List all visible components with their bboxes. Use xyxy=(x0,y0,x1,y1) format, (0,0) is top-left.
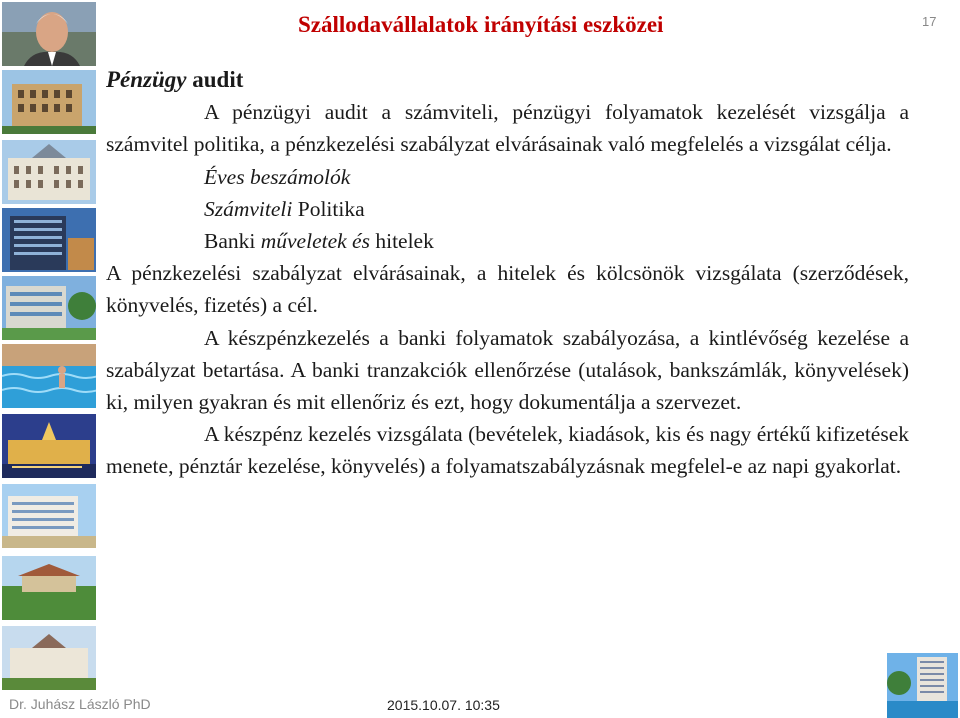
swimming-pool-image xyxy=(2,344,96,408)
slide-title: Szállodavállalatok irányítási eszközei xyxy=(298,12,664,37)
paragraph-cash-management-rules: A pénzkezelési szabályzat elvárásainak, a hitelek és kölcsönök vizsgálata (szerződések, könyvelés, fizetés) a cél. xyxy=(106,261,909,318)
item-end-part: hitelek xyxy=(369,229,434,254)
paragraph-cash-handling: A készpénzkezelés a banki folyamatok szabályozása, a kintlévőség kezelése a szabályzat betartása. A banki tranzakciók ellenőrzése (utalások, bankszámlák, könyvelések) ki, milyen gyakran és mit ellenőriz és ezt, hogy dokumentálja a szervezet. xyxy=(106,325,909,415)
list-item-annual-reports: Éves beszámolók xyxy=(204,164,351,189)
heading-rest-part: audit xyxy=(186,67,244,92)
item-start-part: Banki xyxy=(204,229,261,254)
item-italic-part: műveletek és xyxy=(260,229,370,254)
list-item-accounting-policy xyxy=(106,193,909,225)
sidebar-photo-strip xyxy=(2,0,96,700)
resort-hotel-image xyxy=(2,276,96,340)
footer-author: Dr. Juhász László PhD xyxy=(9,696,151,712)
palace-hotel-image xyxy=(2,140,96,204)
paragraph-cash-review: A készpénz kezelés vizsgálata (bevételek, kiadások, kis és nagy értékű kifizetések menete, pénztár kezelése, könyvelés) a folyamatszabályzásnak megfelel-e az napi gyakorlat. xyxy=(106,422,909,479)
footer-datetime: 2015.10.07. 10:35 xyxy=(387,697,500,713)
modern-hotel-image xyxy=(2,208,96,272)
seaside-hotel-image xyxy=(887,653,958,718)
item-italic-part: Számviteli xyxy=(204,196,293,221)
list-item-bank-operations xyxy=(106,225,909,257)
hotel-building-image xyxy=(2,70,96,134)
parliament-night-image xyxy=(2,414,96,478)
page-number: 17 xyxy=(922,14,937,29)
slide-content xyxy=(106,64,909,483)
country-estate-image xyxy=(2,556,96,620)
section-heading xyxy=(106,64,909,96)
heading-italic-part: Pénzügy xyxy=(106,67,187,92)
manor-house-image xyxy=(2,626,96,690)
item-rest-part: Politika xyxy=(292,196,365,221)
beach-hotel-image xyxy=(2,484,96,548)
paragraph-financial-audit: A pénzügyi audit a számviteli, pénzügyi folyamatok kezelését vizsgálja a számvitel politika, a pénzkezelési szabályzat elvárásainak való megfelelés a vizsgálat célja. xyxy=(106,100,909,157)
author-portrait-image xyxy=(2,2,96,66)
